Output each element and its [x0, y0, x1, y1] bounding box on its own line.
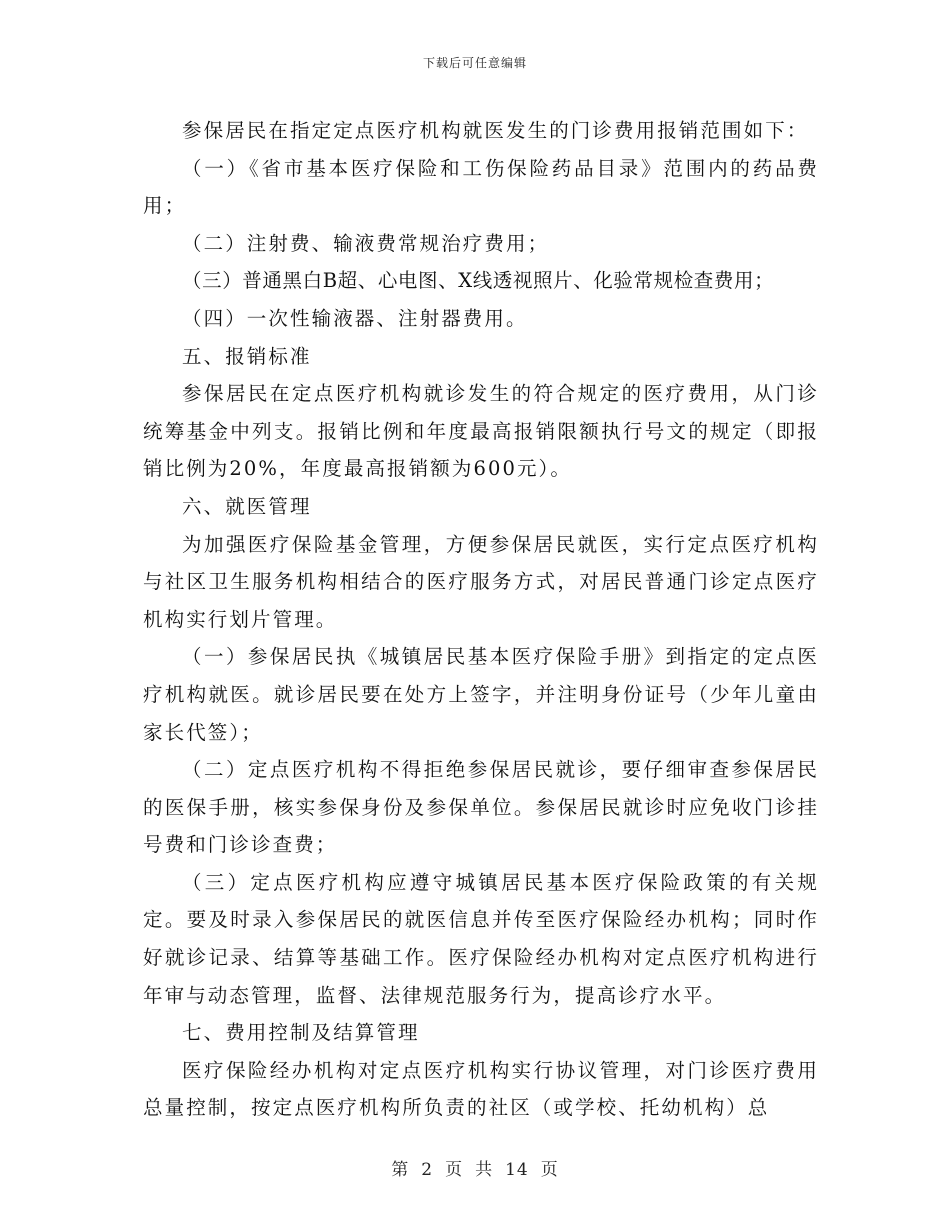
page-footer	[0, 1155, 950, 1180]
paragraph-reimbursement-standard: 参保居民在定点医疗机构就诊发生的符合规定的医疗费用，从门诊统筹基金中列支。报销比例和年度最高报销限额执行号文的规定（即报销比例为20%，年度最高报销额为600元）。	[143, 382, 819, 481]
document-body	[143, 112, 819, 1127]
footer-label-post: 页	[540, 1160, 559, 1180]
footer-label-total: 共	[475, 1160, 494, 1180]
paragraph-item-examination-fees: （三）普通黑白B超、心电图、X线透视照片、化验常规检查费用；	[182, 269, 775, 293]
paragraph-item-disposable-fees: （四）一次性输液器、注射器费用。	[182, 306, 528, 330]
paragraph-cost-control: 医疗保险经办机构对定点医疗机构实行协议管理，对门诊医疗费用总量控制，按定点医疗机构所负责的社区（或学校、托幼机构）总	[143, 1058, 819, 1120]
section-heading-medical-management: 六、就医管理	[182, 494, 312, 518]
paragraph-outpatient-scope-intro: 参保居民在指定定点医疗机构就医发生的门诊费用报销范围如下：	[182, 119, 809, 142]
footer-label-mid: 页	[445, 1160, 464, 1180]
paragraph-medical-management: 为加强医疗保险基金管理，方便参保居民就医，实行定点医疗机构与社区卫生服务机构相结合的医疗服务方式，对居民普通门诊定点医疗机构实行划片管理。	[143, 532, 819, 631]
section-heading-cost-control: 七、费用控制及结算管理	[182, 1021, 420, 1045]
page-header: 下载后可任意编辑	[422, 56, 527, 70]
current-page-number: 2	[421, 1160, 434, 1180]
paragraph-management-item-3: （三）定点医疗机构应遵守城镇居民基本医疗保险政策的有关规定。要及时录入参保居民的就医信息并传至医疗保险经办机构；同时作好就诊记录、结算等基础工作。医疗保险经办机构对定点医疗机构进行年审与动态管理，监督、法律规范服务行为，提高诊疗水平。	[143, 870, 819, 1007]
total-page-count: 14	[505, 1160, 529, 1180]
paragraph-item-drug-catalog: （一）《省市基本医疗保险和工伤保险药品目录》范围内的药品费用；	[143, 156, 819, 218]
paragraph-management-item-2: （二）定点医疗机构不得拒绝参保居民就诊，要仔细审查参保居民的医保手册，核实参保身份及参保单位。参保居民就诊时应免收门诊挂号费和门诊诊查费；	[143, 758, 819, 857]
paragraph-item-injection-fees: （二）注射费、输液费常规治疗费用；	[182, 231, 550, 255]
paragraph-management-item-1: （一）参保居民执《城镇居民基本医疗保险手册》到指定的定点医疗机构就医。就诊居民要在处方上签字，并注明身份证号（少年儿童由家长代签）；	[143, 645, 819, 744]
section-heading-reimbursement-standard: 五、报销标准	[182, 344, 312, 368]
footer-label-pre: 第	[391, 1160, 410, 1180]
